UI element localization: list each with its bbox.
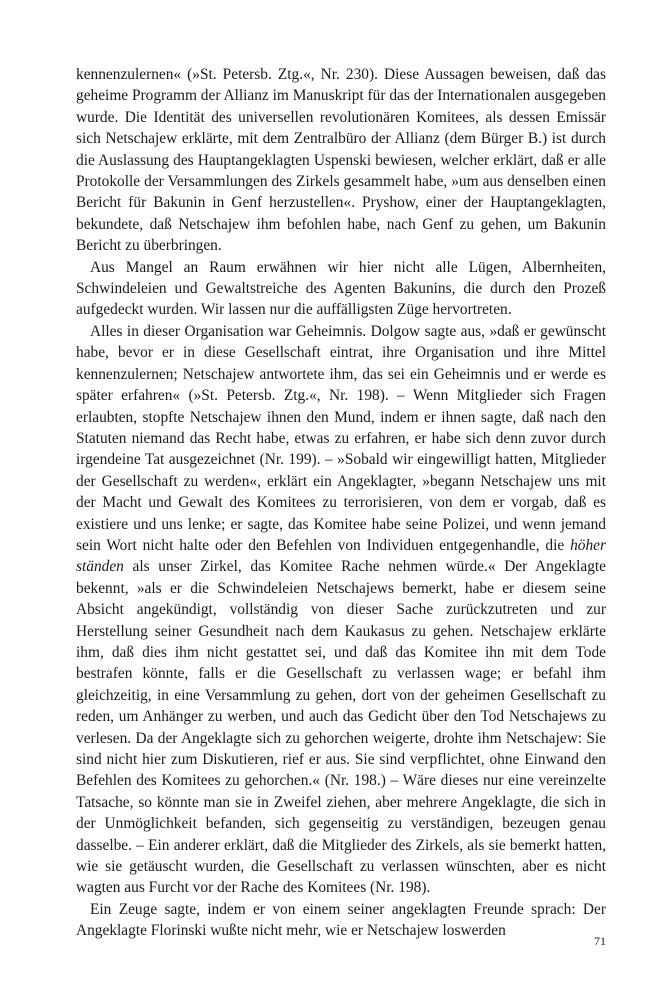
paragraph-1 bbox=[76, 64, 606, 257]
paragraph-1-text: kennenzulernen« (»St. Petersb. Ztg.«, Nr. 230). Diese Aussagen beweisen, daß das geheime Programm der Allianz im Manuskript für das der Internationalen ausgegeben wurde. Die Identität des universellen revolutionären Komitees, als dessen Emissär sich Netschajew erklärte, mit dem Zentralbüro der Allianz (dem Bürger B.) ist durch die Auslassung des Hauptangeklagten Uspenski bewiesen, welcher erklärt, daß er alle Protokolle der Versammlungen des Zirkels gesammelt habe, »um aus denselben einen Bericht für Bakunin in Genf herzustellen«. Pryshow, einer der Hauptangeklagten, bekundete, daß Netschajew ihm befohlen habe, nach Genf zu gehen, um Bakunin Bericht zu überbringen. bbox=[76, 66, 606, 255]
paragraph-2 bbox=[76, 257, 606, 321]
paragraph-3 bbox=[76, 321, 606, 899]
paragraph-3-text-a: Alles in dieser Organisation war Geheimnis. Dolgow sagte aus, »daß er gewünscht habe, bevor er in diese Gesellschaft eintrat, ihre Organisation und ihre Mittel kennenzulernen; Netschajew antwortete ihm, das sei ein Geheimnis und er werde es später erfahren« (»St. Petersb. Ztg.«, Nr. 198). – Wenn Mitglieder sich Fragen erlaubten, stopfte Netschajew ihnen den Mund, indem er ihnen sagte, daß nach den Statuten niemand das Recht habe, etwas zu erfahren, er habe sich denn zuvor durch irgendeine Tat ausgezeichnet (Nr. 199). – »Sobald wir eingewilligt hatten, Mitglieder der Gesellschaft zu werden«, erklärt ein Angeklagter, »begann Netschajew uns mit der Macht und Gewalt des Komitees zu terrorisieren, von dem er vorgab, daß es existiere und uns lenke; er sagte, das Komitee habe seine Polizei, und wenn jemand sein Wort nicht halte oder den Befehlen von Individuen entgegenhandle, die bbox=[76, 322, 606, 554]
paragraph-4 bbox=[76, 899, 606, 942]
page-body bbox=[76, 64, 606, 942]
paragraph-3-emphasis: höher ständen bbox=[76, 536, 606, 576]
paragraph-2-text: Aus Mangel an Raum erwähnen wir hier nicht alle Lügen, Albernheiten, Schwindeleien und Gewaltstreiche des Agenten Bakunins, die durch den Prozeß aufgedeckt wurden. Wir lassen nur die auffälligsten Züge hervortreten. bbox=[76, 258, 606, 319]
page-number: 71 bbox=[594, 934, 606, 948]
paragraph-4-text: Ein Zeuge sagte, indem er von einem seiner angeklagten Freunde sprach: Der Angeklagte Florinski wußte nicht mehr, wie er Netschajew loswerden bbox=[76, 900, 606, 940]
paragraph-3-text-b: als unser Zirkel, das Komitee Rache nehmen würde.« Der Angeklagte bekennt, »als er die Schwindeleien Netschajews bemerkt, habe er diesem seine Absicht angekündigt, vollständig von dieser Sache zurückzutreten und zur Herstellung seiner Gesundheit nach dem Kaukasus zu gehen. Netschajew erklärte ihm, daß dies ihm nicht gestattet sei, und daß das Komitee ihn mit dem Tode bestrafen könnte, falls er die Gesellschaft zu verlassen wage; er befahl ihm gleichzeitig, in eine Versammlung zu gehen, dort von der geheimen Gesellschaft zu reden, um Anhänger zu werben, und auch das Gedicht über den Tod Netschajews zu verlesen. Da der Angeklagte sich zu gehorchen weigerte, drohte ihm Netschajew: Sie sind nicht hier zum Diskutieren, rief er aus. Sie sind verpflichtet, ohne Einwand den Befehlen des Komitees zu gehorchen.« (Nr. 198.) – Wäre dieses nur eine vereinzelte Tatsache, so könnte man sie in Zweifel ziehen, aber mehrere Angeklagte, die sich in der Unmöglichkeit befanden, sich gegenseitig zu verständigen, bezeugen genau dasselbe. – Ein anderer erklärt, daß die Mitglieder des Zirkels, als sie bemerkt hatten, wie sie getäuscht wurden, die Gesellschaft zu verlassen wünschten, aber es nicht wagten aus Furcht vor der Rache des Komitees (Nr. 198). bbox=[76, 558, 606, 897]
